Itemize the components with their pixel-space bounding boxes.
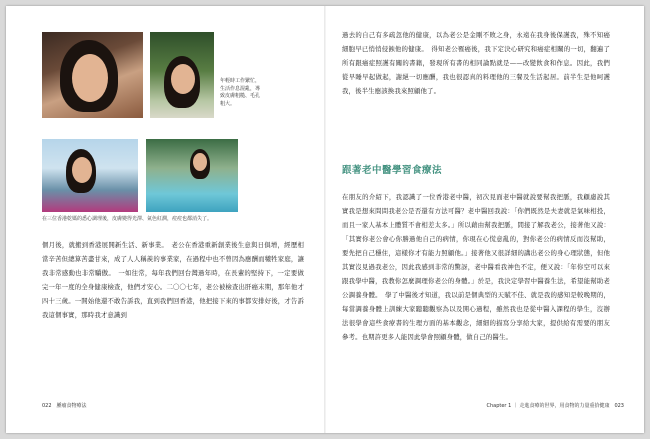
- body-text-left: 個月後，就搬到香港展開新生活、新事業。 老公在香港重新創業後生意與日俱增，經歷相當辛苦但總算苦盡甘來，成了人人稱羨的事業家，在過程中也不曾因為應酬而犧牲家庭，讓我非常感動也非常驕傲。 一如往常，每年我們回台灣過年時，在長輩的堅持下，一定要做完一年一度的全身健康檢查，他們才安心。二〇〇七年，老公被檢查出肝癌末期，那年他才四十三歲。一開始他還不敢告訴我，直到我們回香港，他把接下來的事都安排好後，才告訴我這個事實，那時我才意識到: [42, 241, 304, 319]
- page-footer-left: 022 腫瘤食物療法: [42, 403, 87, 409]
- photo-portrait-close-up: [42, 32, 143, 118]
- right-page: [326, 6, 644, 433]
- photo-waterfront: [42, 139, 138, 212]
- photo-caption-bottom: 在三位香港乾媽的悉心調理後，皮膚變得光澤、氣色紅潤，痘痘也都消失了。: [42, 216, 213, 222]
- photo-caption-side: 年輕時工作繁忙，生活作息混亂，導致皮膚粗糙、毛孔粗大。: [220, 78, 261, 107]
- body-text-right-top: 過去的自己有多疏忽他的健康，以為老公是金剛不敗之身，永遠在我身後保護我，殊不知癌細胞早已悄悄侵蝕他的健康。 得知老公罹癌後，我下定決心研究和癌症相關的一切，翻遍了所有跟癌症照護有關的書籍，發現所有書的相同論點就是——改變飲食和作息。因此，我們從早睡早起做起，謝絕一切應酬，我也很認真的料理他的三餐及生活起居。前半生是他呵護我，後半生應該換我來照顧他了。: [342, 31, 610, 95]
- left-page: [6, 6, 324, 433]
- photo-poolside: [146, 139, 238, 212]
- section-heading: 跟著老中醫學習食療法: [342, 165, 443, 176]
- body-text-right-bottom: 在朋友的介紹下，我認識了一位香港老中醫，初次見面老中醫就說要幫我把脈，我顧慮說其實我是想來問問我老公是否還有方法可醫？老中醫回我說：「你們既然是夫妻就是氣味相投，而且一家人基本上體質不會相差太多。」所以藉由幫我把脈，間接了解我老公，接著他又說：「其實你老公會心你勝過他自己的病情，你現在心慌意亂的，對你老公的病情反而沒幫助，要先把自己穩住，這樣你才有能力照顧他。」接著他又很詳細的講出老公的身心理狀態，但他其實沒見過我老公，因此我感到非常的驚訝，老中醫看我神色不定，便又說：「年你空可以來跟我學中醫，我教你怎麼調理你老公的身體。」於是，我決定學習中醫養生法，希望能幫助老公調養身體。 學了中醫後才知道，我以前是個典型的天賦不佳、就是我的感知是較晚期的，每當調養身體上訓練大家聽聽觀察為以及開心過程，雖然我也是從中醫入課程的學生，沒辦法很學會這些食療書的生理方面的基本觀念，細細的描寫分享給大家，提供給有需要的朋友參考。也期許更多人能因此學會照顧身體，做自己的醫生。: [342, 193, 610, 341]
- page-footer-right: Chapter 1 ｜ 走進食療的世界，用食物的力量重拾健康 023: [486, 403, 624, 409]
- book-spread: [6, 6, 644, 433]
- photo-portrait-young: [150, 32, 214, 118]
